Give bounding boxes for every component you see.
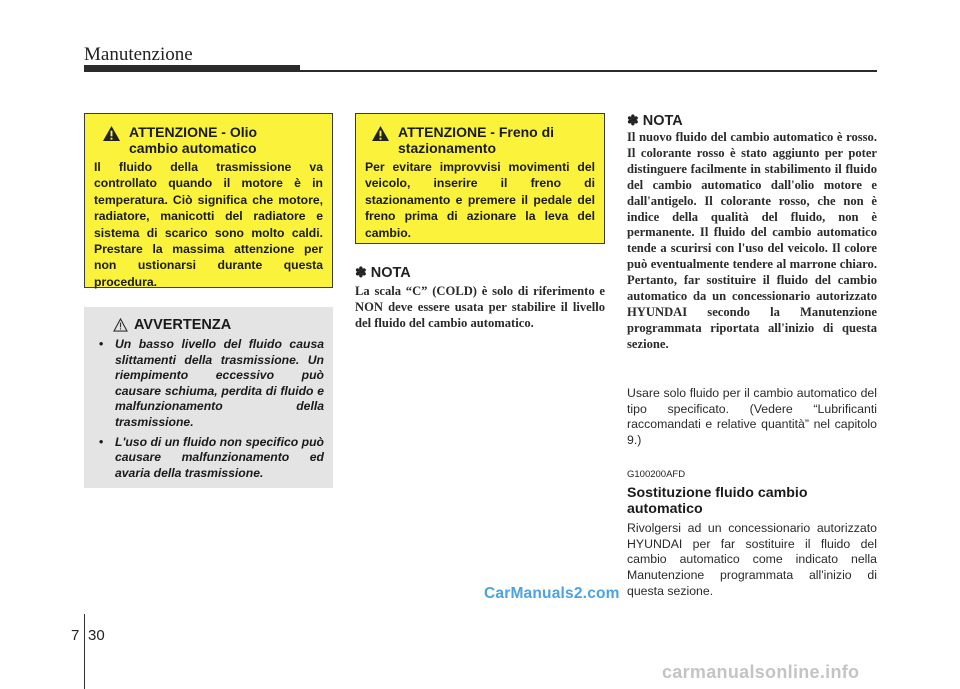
caution-brake-title-line2: stazionamento [398, 140, 497, 156]
notice-title: AVVERTENZA [134, 317, 232, 333]
page-number: 30 [88, 627, 105, 644]
watermark-online-link[interactable]: carmanualsonline.info [662, 662, 860, 682]
warning-triangle-icon [102, 125, 121, 142]
section-heading: Sostituzione fluido cambio automatico [627, 485, 808, 517]
caution-oil-body: Il fluido della trasmissione va controllato quando il motore è in temperatura. Ciò significa che motore, radiatore, manicotti del radiatore e sistema di scarico sono molto caldi. Prestare la massima attenzione per non ustionarsi durante questa procedura. [94, 160, 323, 289]
watermark-carmanuals-link[interactable]: CarManuals2.com [484, 585, 620, 602]
caution-box-oil [84, 113, 333, 288]
asterisk-icon: ✽ [355, 264, 367, 280]
notice-item: • L'uso di un fluido non specifico può causare malfunzionamento ed avaria della trasmissione. [99, 434, 324, 480]
header-rule-thin [300, 70, 877, 72]
nota-right-body: Il nuovo fluido del cambio automatico è rosso. Il colorante rosso è stato aggiunto per poter distinguere facilmente in stabilimento il fluido del cambio automatico dall'olio motore e dall'antigelo. Il colorante rosso, che non è indice della qualità del fluido, non è permanente. Il fluido del cambio automatico tende a scurirsi con l'uso del veicolo. Il colore può eventualmente tendere al marrone chiaro. Pertanto, far sostituire il fluido del cambio automatico da un concessionario autorizzato HYUNDAI secondo la Manutenzione programmata riportata all'inizio di questa sezione. [627, 130, 877, 351]
use-fluid-paragraph: Usare solo fluido per il cambio automatico del tipo specificato. (Vedere “Lubrificanti raccomandati e relative quantità” nel capitolo 9.) [627, 386, 877, 448]
section-code: G100200AFD [627, 469, 686, 480]
caution-brake-body: Per evitare improvvisi movimenti del veicolo, inserire il freno di stazionamento e premere il pedale del freno prima di azionare la leva del cambio. [365, 160, 595, 240]
replace-paragraph: Rivolgersi ad un concessionario autorizzato HYUNDAI per far sostituire il fluido del cambio automatico come indicato nella Manutenzione programmata all'inizio di questa sezione. [627, 521, 877, 598]
caution-brake-title-line1: ATTENZIONE - Freno di [398, 124, 555, 140]
footer-divider [84, 614, 85, 689]
asterisk-icon: ✽ [627, 112, 639, 128]
notice-box-avvertenza [84, 307, 333, 488]
nota-middle-body: La scala “C” (COLD) è solo di riferimento e NON deve essere usata per stabilire il livello del fluido del cambio automatico. [355, 284, 605, 330]
caution-oil-title-line2: cambio automatico [129, 140, 257, 156]
caution-brake-heading [365, 124, 595, 156]
chapter-number: 7 [71, 627, 80, 644]
notice-heading [93, 317, 324, 333]
warning-outline-icon [113, 318, 128, 332]
caution-oil-heading [94, 124, 323, 156]
header-title: Manutenzione [84, 44, 193, 65]
caution-oil-title-line1: ATTENZIONE - Olio [129, 124, 258, 140]
notice-item: • Un basso livello del fluido causa slittamenti della trasmissione. Un riempimento eccessivo può causare schiuma, perdita di fluido e malfunzionamento della trasmissione. [99, 337, 324, 429]
nota-middle-title: ✽ NOTA [355, 264, 411, 281]
notice-list [93, 337, 324, 481]
warning-triangle-icon [371, 125, 390, 142]
caution-box-brake [355, 113, 605, 244]
nota-right-title: ✽ NOTA [627, 112, 683, 129]
header-rule-thick [84, 65, 300, 72]
